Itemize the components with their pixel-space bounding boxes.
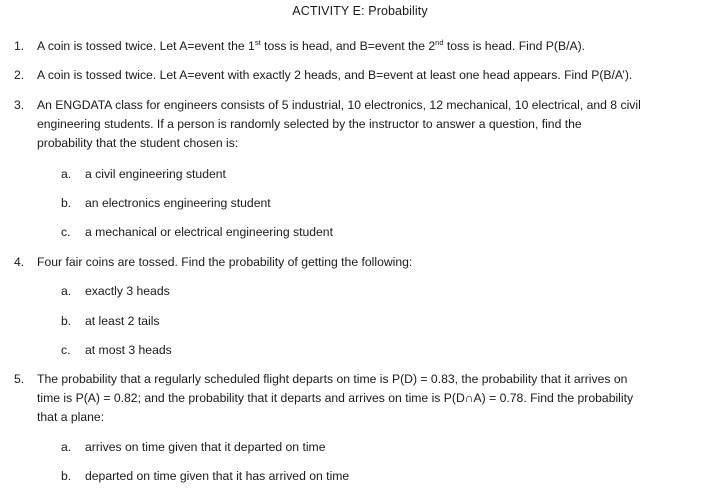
question-number: 4. [14,255,25,269]
sub-letter: a. [61,167,72,181]
question-5 [0,370,720,430]
question-text: A coin is tossed twice. Let A=event the 1st toss is head, and B=event the 2nd toss is head. Find P(B/A). [37,38,586,53]
sub-question-3b [0,194,720,214]
question-1 [0,37,720,57]
sub-letter: c. [61,225,71,239]
question-text: An ENGDATA class for engineers consists of 5 industrial, 10 electronics, 12 mechanical, 10 electrical, and 8 civil engineering students. If a person is randomly selected by the instructor to answer a question, find the probability that the student chosen is: [37,98,641,150]
sub-letter: a. [61,440,72,454]
question-text: A coin is tossed twice. Let A=event with exactly 2 heads, and B=event at least one head appears. Find P(B/A’). [37,68,633,82]
question-number: 3. [14,98,25,112]
sub-question-4c [0,341,720,361]
question-number: 5. [14,372,25,386]
sub-text: at least 2 tails [85,314,160,328]
sub-text: at most 3 heads [85,343,172,357]
question-4 [0,253,720,273]
sub-text: exactly 3 heads [85,284,170,298]
sub-question-3a [0,165,720,185]
sub-text: a civil engineering student [85,167,226,181]
sub-letter: b. [61,196,72,210]
page-title: ACTIVITY E: Probability [292,4,428,18]
question-number: 2. [14,68,25,82]
sub-text: departed on time given that it has arrived on time [85,469,350,483]
sub-question-3c [0,223,720,243]
sub-text: a mechanical or electrical engineering student [85,225,333,239]
sub-question-5b [0,467,720,487]
question-3 [0,96,720,156]
sub-question-5a [0,438,720,458]
question-text: Four fair coins are tossed. Find the probability of getting the following: [37,255,413,269]
sub-question-4b [0,312,720,332]
sub-letter: c. [61,343,71,357]
sub-letter: b. [61,314,72,328]
question-text: The probability that a regularly scheduled flight departs on time is P(D) = 0.83, the probability that it arrives on time is P(A) = 0.82; and the probability that it departs and arrives on time is P(D∩A) = 0.78. Find the probability that a plane: [37,372,634,424]
sub-text: an electronics engineering student [85,196,271,210]
sub-letter: b. [61,469,72,483]
question-2 [0,66,720,86]
sub-text: arrives on time given that it departed on time [85,440,326,454]
question-number: 1. [14,39,25,53]
sub-question-4a [0,282,720,302]
sub-letter: a. [61,284,72,298]
